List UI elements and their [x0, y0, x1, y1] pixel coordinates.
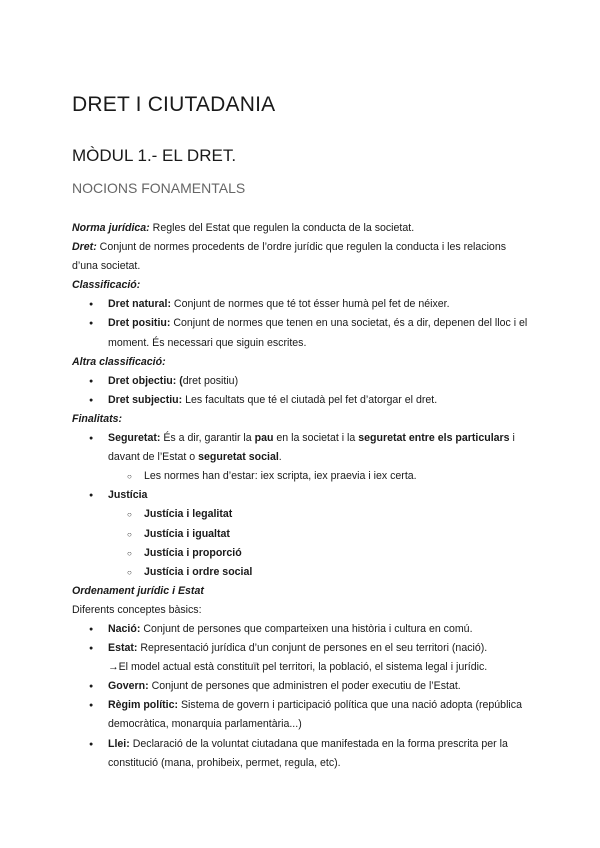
sub-item-text: Justícia i proporció: [144, 546, 242, 559]
document-title: DRET I CIUTADANIA: [72, 93, 276, 116]
list-item: [72, 620, 532, 639]
item-text: Declaració de la voluntat ciutadana que manifestada en la forma prescrita per la constitució (mana, prohibeix, permet, regula, etc).: [108, 737, 508, 769]
sub-list-item: [72, 505, 532, 524]
item-extra-text: →El model actual està constituït pel territori, la població, el sistema legal i jurídic.: [108, 661, 488, 674]
list-item: [72, 677, 532, 696]
list-item-justicia: [72, 486, 532, 581]
item-text: Conjunt de normes que tenen en una societat, és a dir, depenen del lloc i el moment. És necessari que siguin escrites.: [108, 317, 528, 349]
ordenament-list: [72, 620, 532, 773]
seguretat-text: .: [278, 451, 282, 464]
list-item: [72, 295, 532, 314]
sub-item-text: Justícia i igualtat: [144, 527, 230, 540]
item-term: Dret subjectiu:: [108, 393, 183, 406]
list-item: [72, 314, 532, 352]
list-item: [72, 696, 532, 734]
item-text: Sistema de govern i participació política que una nació adopta (república democràtica, monarquia parlamentària...): [108, 699, 522, 731]
item-text: Les facultats que té el ciutadà pel fet d’atorgar el dret.: [182, 393, 438, 406]
list-item: [72, 391, 532, 410]
item-term: Llei:: [108, 737, 130, 750]
sub-item-text: Justícia i ordre social: [144, 565, 253, 578]
norma-juridica-paragraph: [72, 219, 532, 238]
seguretat-text: i davant de l’Estat o: [108, 432, 515, 464]
item-term: Dret positiu:: [108, 317, 171, 330]
list-item-seguretat: [72, 429, 532, 486]
classificacio-list: [72, 295, 532, 352]
item-text: Conjunt de normes que té tot ésser humà pel fet de néixer.: [170, 298, 450, 311]
item-term: Dret natural:: [108, 298, 171, 311]
seguretat-term: Seguretat:: [108, 432, 161, 445]
sub-list-item: ○ Les normes han d’estar: iex scripta, iex praevia i iex certa.: [72, 467, 532, 486]
item-term: Nació:: [108, 622, 141, 635]
item-text: dret positiu): [182, 374, 239, 387]
item-term: Dret objectiu: (: [108, 374, 183, 387]
sub-list-item: [72, 544, 532, 563]
dret-text: Conjunt de normes procedents de l’ordre jurídic que regulen la conducta i les relacions d’una societat.: [72, 241, 507, 273]
seguretat-bold-pau: pau: [254, 432, 274, 445]
justicia-term: Justícia: [108, 489, 148, 502]
item-term: Règim polític:: [108, 699, 179, 712]
altra-classificacio-heading: Altra classificació:: [72, 355, 166, 368]
item-text: Representació jurídica d’un conjunt de persones en el seu territori (nació).: [137, 642, 488, 655]
sub-list-item: [72, 563, 532, 582]
norma-juridica-term: Norma jurídica:: [72, 222, 150, 234]
dret-paragraph: [72, 238, 532, 276]
seguretat-bold-particulars: seguretat entre els particulars: [358, 432, 510, 445]
item-term: Govern:: [108, 680, 149, 693]
dret-term: Dret:: [72, 241, 97, 254]
ordenament-heading: Ordenament jurídic i Estat: [72, 584, 204, 597]
seguretat-text: És a dir, garantir la: [160, 432, 255, 445]
list-item: [72, 735, 532, 773]
classificacio-heading: Classificació:: [72, 279, 141, 292]
sub-item-text: Justícia i legalitat: [144, 508, 233, 521]
norma-juridica-text: Regles del Estat que regulen la conducta de la societat.: [149, 222, 415, 234]
item-text: Conjunt de persones que comparteixen una història i cultura en comú.: [140, 622, 473, 635]
finalitats-list: [72, 429, 532, 582]
item-text: Conjunt de persones que administren el poder executiu de l’Estat.: [148, 680, 461, 693]
list-item: [72, 639, 532, 677]
module-heading: MÒDUL 1.- EL DRET.: [72, 146, 237, 165]
altra-classificacio-list: [72, 372, 532, 410]
section-heading: NOCIONS FONAMENTALS: [72, 180, 246, 196]
seguretat-sublist: [72, 467, 532, 486]
ordenament-intro: Diferents conceptes bàsics:: [72, 603, 202, 616]
item-term: Estat:: [108, 642, 138, 655]
finalitats-heading: Finalitats:: [72, 412, 123, 425]
document-body: [72, 219, 532, 773]
seguretat-text: en la societat i la: [273, 432, 359, 445]
justicia-sublist: [72, 505, 532, 581]
sub-list-item: [72, 525, 532, 544]
list-item: [72, 372, 532, 391]
seguretat-bold-social: seguretat social: [198, 451, 279, 464]
